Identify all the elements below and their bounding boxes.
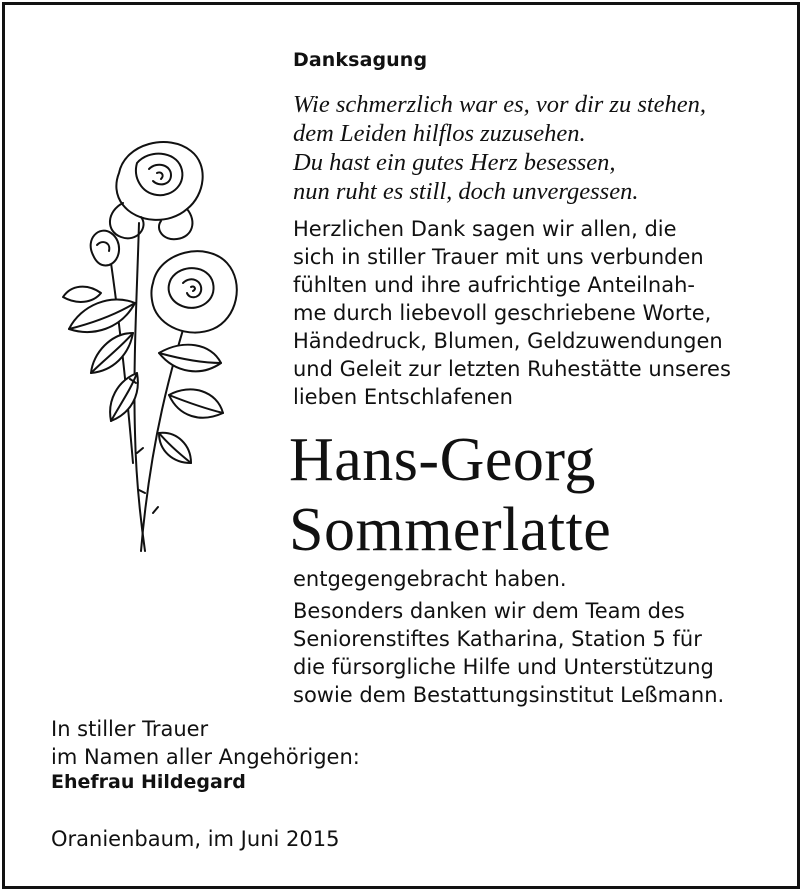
deceased-name	[289, 425, 611, 565]
signature-line: In stiller Trauer	[51, 717, 209, 741]
obituary-notice	[2, 2, 800, 889]
special-thanks-line: sowie dem Bestattungsinstitut Leßmann.	[293, 683, 725, 707]
thanks-line: fühlten und ihre aufrichtige Anteilnah-	[293, 273, 695, 297]
special-thanks-paragraph	[293, 597, 724, 709]
special-thanks-line: die fürsorgliche Hilfe und Unterstützung	[293, 655, 714, 679]
thanks-paragraph	[293, 215, 731, 411]
signature-intro	[51, 715, 360, 771]
thanks-line: sich in stiller Trauer mit uns verbunden	[293, 245, 704, 269]
thanks-line: Herzlichen Dank sagen wir allen, die	[293, 217, 677, 241]
place-date: Oranienbaum, im Juni 2015	[51, 827, 340, 851]
deceased-first-name: Hans-Georg	[289, 426, 596, 494]
thanks-line: lieben Entschlafenen	[293, 385, 513, 409]
poem-line: Du hast ein gutes Herz besessen,	[293, 149, 616, 176]
poem	[293, 90, 706, 206]
special-thanks-line: Besonders danken wir dem Team des	[293, 599, 685, 623]
after-name-text: entgegengebracht haben.	[293, 567, 567, 591]
heading-danksagung: Danksagung	[293, 49, 428, 71]
special-thanks-line: Seniorenstiftes Katharina, Station 5 für	[293, 627, 702, 651]
thanks-line: und Geleit zur letzten Ruhestätte unseres	[293, 357, 731, 381]
poem-line: nun ruht es still, doch unvergessen.	[293, 178, 639, 205]
thanks-line: me durch liebevoll geschriebene Worte,	[293, 301, 712, 325]
rose-illustration	[41, 133, 271, 553]
thanks-line: Händedruck, Blumen, Geldzuwendungen	[293, 329, 723, 353]
poem-line: dem Leiden hilflos zuzusehen.	[293, 120, 586, 147]
signature-name: Ehefrau Hildegard	[51, 771, 246, 793]
signature-line: im Namen aller Angehörigen:	[51, 745, 360, 769]
poem-line: Wie schmerzlich war es, vor dir zu stehen,	[293, 91, 707, 118]
deceased-last-name: Sommerlatte	[289, 496, 612, 564]
